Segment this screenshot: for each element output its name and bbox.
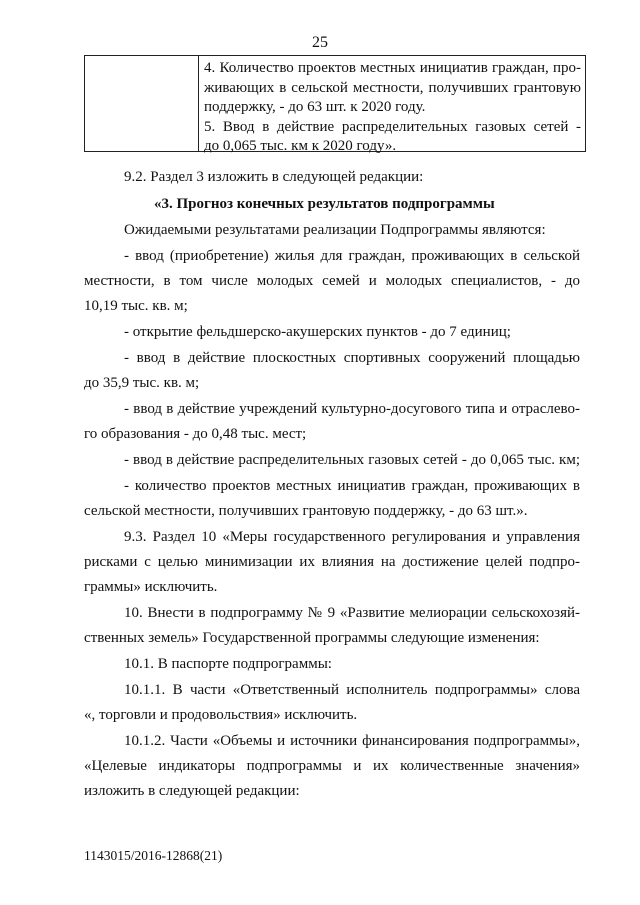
results-intro: Ожидаемыми результатами реализации Подпрограммы являются:	[124, 222, 546, 238]
paragraph-10-1-1: 10.1.1. В части «Ответственный исполнитель подпрограммы» слова	[124, 682, 580, 698]
bullet-culture: - ввод в действие учреждений культурно-досугового типа и отраслево-	[124, 401, 580, 417]
paragraph-10-end: ственных земель» Государственной программы следующие изменения:	[84, 630, 540, 646]
bullet-housing: - ввод (приобретение) жилья для граждан, проживающих в сельской	[124, 248, 580, 264]
table-fragment	[84, 55, 586, 152]
paragraph-9-3-cont: рисками с целью минимизации их влияния на достижение целей подпро-	[84, 554, 580, 570]
bullet-medical: - открытие фельдшерско-акушерских пунктов - до 7 единиц;	[124, 324, 511, 340]
bullet-housing-cont: местности, в том числе молодых семей и молодых специалистов, - до	[84, 273, 580, 289]
bullet-sports-end: до 35,9 тыс. кв. м;	[84, 375, 200, 391]
bullet-housing-end: 10,19 тыс. кв. м;	[84, 298, 188, 314]
bullet-gas: - ввод в действие распределительных газовых сетей - до 0,065 тыс. км;	[124, 452, 580, 468]
bullet-projects: - количество проектов местных инициатив граждан, проживающих в	[124, 478, 580, 494]
page-number: 25	[312, 34, 328, 51]
paragraph-10-1-2-end: изложить в следующей редакции:	[84, 783, 300, 799]
document-id-footer: 1143015/2016-12868(21)	[84, 848, 223, 863]
paragraph-10: 10. Внести в подпрограмму № 9 «Развитие мелиорации сельскохозяй-	[124, 605, 580, 621]
bullet-culture-end: го образования - до 0,48 тыс. мест;	[84, 426, 307, 442]
bullet-sports: - ввод в действие плоскостных спортивных сооружений площадью	[124, 350, 580, 366]
paragraph-9-2: 9.2. Раздел 3 изложить в следующей редакции:	[124, 169, 424, 185]
paragraph-9-3-end: граммы» исключить.	[84, 579, 218, 595]
table-cell-line: 5. Ввод в действие распределительных газовых сетей -	[204, 118, 581, 135]
paragraph-10-1-2-cont: «Целевые индикаторы подпрограммы и их количественные значения»	[84, 758, 580, 774]
bullet-projects-end: сельской местности, получивших грантовую поддержку, - до 63 шт.».	[84, 503, 528, 519]
table-cell-line: живающих в сельской местности, получивших грантовую	[204, 79, 581, 96]
table-cell-line: 4. Количество проектов местных инициатив граждан, про-	[204, 60, 581, 76]
paragraph-10-1-2: 10.1.2. Части «Объемы и источники финансирования подпрограммы»,	[124, 733, 580, 749]
table-cell-line: до 0,065 тыс. км к 2020 году».	[204, 138, 397, 154]
section-heading: «3. Прогноз конечных результатов подпрограммы	[154, 196, 495, 212]
table-cell-line: поддержку, - до 63 шт. к 2020 году.	[204, 99, 426, 115]
paragraph-10-1: 10.1. В паспорте подпрограммы:	[124, 656, 332, 672]
paragraph-10-1-1-end: «, торговли и продовольствия» исключить.	[84, 707, 358, 723]
table-column-divider	[198, 56, 199, 151]
paragraph-9-3: 9.3. Раздел 10 «Меры государственного регулирования и управления	[124, 529, 580, 545]
table-cell	[204, 59, 581, 157]
